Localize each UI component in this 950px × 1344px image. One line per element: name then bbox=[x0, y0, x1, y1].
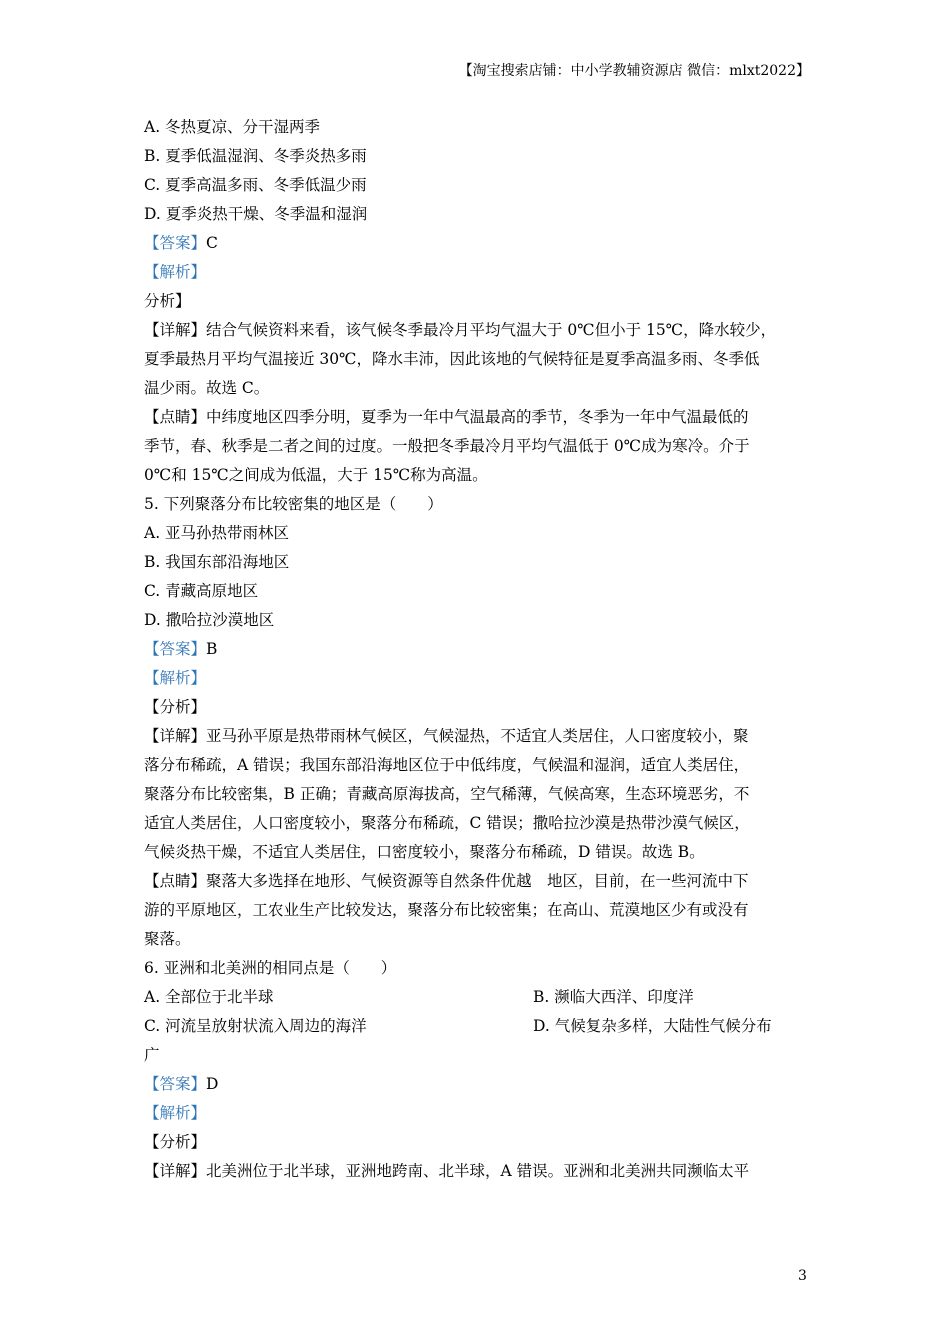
q4-answer bbox=[144, 229, 810, 258]
q6-option-a: A. 全部位于北半球 bbox=[144, 988, 274, 1006]
answer-label: 【答案】 bbox=[144, 234, 207, 252]
q5-detail-5: 气候炎热干燥，不适宜人类居住，口密度较小，聚落分布稀疏，D 错误。故选 B。 bbox=[144, 843, 705, 861]
q5-option-a: A. 亚马孙热带雨林区 bbox=[144, 524, 290, 542]
q5-analysis-label: 【解析】 bbox=[144, 669, 207, 687]
q5-option-d: D. 撒哈拉沙漠地区 bbox=[144, 611, 275, 629]
q6-detail-1: 【详解】北美洲位于北半球，亚洲地跨南、北半球，A 错误。亚洲和北美洲共同濒临太平 bbox=[144, 1162, 750, 1180]
q5-detail-4: 适宜人类居住，人口密度较小，聚落分布稀疏，C 错误；撒哈拉沙漠是热带沙漠气候区， bbox=[144, 814, 750, 832]
q4-option-a: A. 冬热夏凉、分干湿两季 bbox=[144, 118, 321, 136]
q5-answer bbox=[144, 635, 810, 664]
q6-option-wrap: 广 bbox=[144, 1046, 160, 1064]
q4-option-c: C. 夏季高温多雨、冬季低温少雨 bbox=[144, 176, 367, 194]
q4-detail-1: 【详解】结合气候资料来看，该气候冬季最冷月平均气温大于 0℃但小于 15℃，降水较少， bbox=[144, 321, 777, 339]
q4-detail-2: 夏季最热月平均气温接近 30℃，降水丰沛，因此该地的气候特征是夏季高温多雨、冬季低 bbox=[144, 350, 760, 368]
q6-options-row-2 bbox=[144, 1012, 810, 1041]
q6-stem: 6. 亚洲和北美洲的相同点是（ ） bbox=[144, 959, 397, 977]
q5-detail-1: 【详解】亚马孙平原是热带雨林气候区，气候湿热，不适宜人类居住，人口密度较小，聚 bbox=[144, 727, 749, 745]
answer-value: C bbox=[206, 234, 218, 252]
page-number: 3 bbox=[798, 1268, 807, 1284]
q4-tip-2: 季节，春、秋季是二者之间的过度。一般把冬季最冷月平均气温低于 0℃成为寒冷。介于 bbox=[144, 437, 750, 455]
q6-fenxi: 【分析】 bbox=[144, 1133, 207, 1151]
q4-tip-3: 0℃和 15℃之间成为低温，大于 15℃称为高温。 bbox=[144, 466, 488, 484]
q6-analysis-label: 【解析】 bbox=[144, 1104, 207, 1122]
q5-fenxi: 【分析】 bbox=[144, 698, 207, 716]
q5-option-b: B. 我国东部沿海地区 bbox=[144, 553, 290, 571]
q6-answer bbox=[144, 1070, 810, 1099]
q6-option-b: B. 濒临大西洋、印度洋 bbox=[533, 988, 694, 1006]
q6-option-c: C. 河流呈放射状流入周边的海洋 bbox=[144, 1017, 367, 1035]
answer-value: D bbox=[206, 1075, 219, 1093]
q6-options-row-1 bbox=[144, 983, 810, 1012]
q4-option-b: B. 夏季低温湿润、冬季炎热多雨 bbox=[144, 147, 367, 165]
q5-stem: 5. 下列聚落分布比较密集的地区是（ ） bbox=[144, 495, 443, 513]
q5-tip-1: 【点睛】聚落大多选择在地形、气候资源等自然条件优越 地区，目前，在一些河流中下 bbox=[144, 872, 749, 890]
q5-option-c: C. 青藏高原地区 bbox=[144, 582, 259, 600]
q4-option-d: D. 夏季炎热干燥、冬季温和湿润 bbox=[144, 205, 368, 223]
answer-label: 【答案】 bbox=[144, 640, 207, 658]
q4-fenxi: 分析】 bbox=[144, 292, 191, 310]
page-header: 【淘宝搜索店铺：中小学教辅资源店 微信：mlxt2022】 bbox=[458, 63, 810, 79]
document-body bbox=[144, 113, 810, 1186]
q5-detail-3: 聚落分布比较密集，B 正确；青藏高原海拔高，空气稀薄，气候高寒，生态环境恶劣，不 bbox=[144, 785, 750, 803]
q4-detail-3: 温少雨。故选 C。 bbox=[144, 379, 270, 397]
q5-tip-2: 游的平原地区，工农业生产比较发达，聚落分布比较密集；在高山、荒漠地区少有或没有 bbox=[144, 901, 749, 919]
q5-detail-2: 落分布稀疏，A 错误；我国东部沿海地区位于中低纬度，气候温和湿润，适宜人类居住， bbox=[144, 756, 750, 774]
answer-label: 【答案】 bbox=[144, 1075, 207, 1093]
answer-value: B bbox=[206, 640, 218, 658]
q4-analysis-label: 【解析】 bbox=[144, 263, 207, 281]
q6-option-d: D. 气候复杂多样，大陆性气候分布 bbox=[533, 1017, 772, 1035]
q5-tip-3: 聚落。 bbox=[144, 930, 191, 948]
q4-tip-1: 【点睛】中纬度地区四季分明，夏季为一年中气温最高的季节，冬季为一年中气温最低的 bbox=[144, 408, 749, 426]
